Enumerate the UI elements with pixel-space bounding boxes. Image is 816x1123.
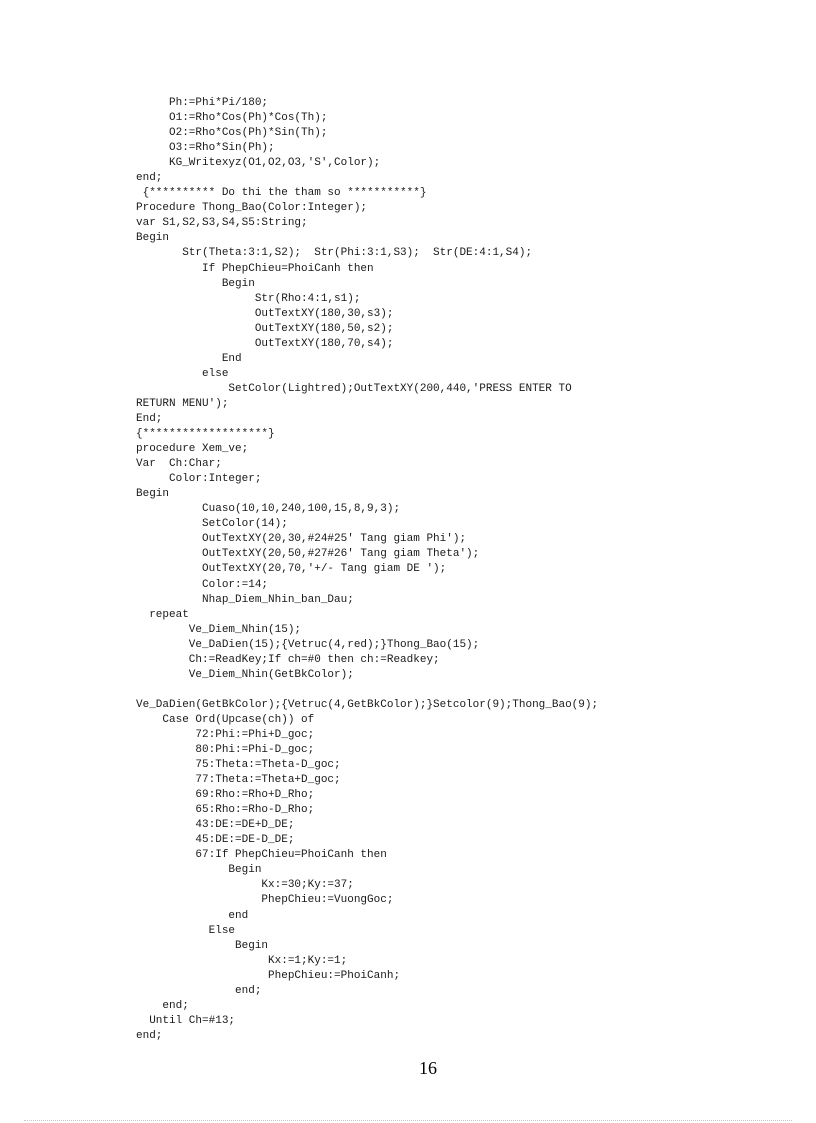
code-line: End (136, 352, 242, 365)
code-line: O2:=Rho*Cos(Ph)*Sin(Th); (136, 127, 328, 140)
code-line: Until Ch=#13; (136, 1014, 236, 1027)
code-line: 75:Theta:=Theta-D_goc; (136, 759, 341, 772)
code-line: Kx:=1;Ky:=1; (136, 954, 348, 967)
code-line: else (136, 367, 229, 380)
code-line: repeat (136, 608, 189, 621)
code-line: 45:DE:=DE-D_DE; (136, 834, 295, 847)
code-line: Procedure Thong_Bao(Color:Integer); (136, 202, 368, 215)
page-number: 16 (419, 1058, 437, 1078)
code-line: O1:=Rho*Cos(Ph)*Cos(Th); (136, 112, 328, 125)
footer-divider (24, 1120, 792, 1121)
code-line: OutTextXY(20,50,#27#26' Tang giam Theta'); (136, 548, 480, 561)
code-line: PhepChieu:=VuongGoc; (136, 894, 394, 907)
code-line: RETURN MENU'); (136, 397, 229, 410)
code-line: Nhap_Diem_Nhin_ban_Dau; (136, 593, 354, 606)
code-line: Ve_DaDien(15);{Vetruc(4,red);}Thong_Bao(15); (136, 638, 480, 651)
code-line: Ve_Diem_Nhin(GetBkColor); (136, 668, 354, 681)
code-line: Str(Rho:4:1,s1); (136, 292, 361, 305)
code-line: OutTextXY(20,30,#24#25' Tang giam Phi'); (136, 533, 467, 546)
code-line: Begin (136, 277, 255, 290)
code-line: {*******************} (136, 428, 275, 441)
code-line: end; (136, 1029, 163, 1042)
code-line: var S1,S2,S3,S4,S5:String; (136, 217, 308, 230)
code-line: 65:Rho:=Rho-D_Rho; (136, 804, 315, 817)
code-line: end; (136, 999, 189, 1012)
code-line: Var Ch:Char; (136, 458, 222, 471)
code-line: Case Ord(Upcase(ch)) of (136, 713, 315, 726)
code-line: OutTextXY(20,70,'+/- Tang giam DE '); (136, 563, 447, 576)
code-line: 80:Phi:=Phi-D_goc; (136, 744, 315, 757)
code-line: Begin (136, 864, 262, 877)
code-line: End; (136, 412, 163, 425)
code-line: 67:If PhepChieu=PhoiCanh then (136, 849, 387, 862)
code-block (136, 96, 776, 1044)
code-line: Begin (136, 488, 170, 501)
code-line: OutTextXY(180,70,s4); (136, 337, 394, 350)
code-line: 77:Theta:=Theta+D_goc; (136, 774, 341, 787)
code-line: PhepChieu:=PhoiCanh; (136, 969, 401, 982)
code-line: Else (136, 924, 236, 937)
code-line: Begin (136, 939, 269, 952)
code-line: OutTextXY(180,50,s2); (136, 322, 394, 335)
code-line: Ve_Diem_Nhin(15); (136, 623, 302, 636)
code-line: KG_Writexyz(O1,O2,O3,'S',Color); (136, 157, 381, 170)
code-line: Cuaso(10,10,240,100,15,8,9,3); (136, 503, 401, 516)
code-line: Ph:=Phi*Pi/180; (136, 97, 269, 109)
code-line: procedure Xem_ve; (136, 443, 249, 456)
code-line: Color:=14; (136, 578, 269, 591)
code-line: O3:=Rho*Sin(Ph); (136, 142, 275, 155)
code-line: Kx:=30;Ky:=37; (136, 879, 354, 892)
code-line: end (136, 909, 249, 922)
code-line: Str(Theta:3:1,S2); Str(Phi:3:1,S3); Str(DE:4:1,S4); (136, 247, 533, 260)
code-line: SetColor(Lightred);OutTextXY(200,440,'PRESS ENTER TO (136, 382, 572, 395)
code-line: 69:Rho:=Rho+D_Rho; (136, 789, 315, 802)
code-line: end; (136, 984, 262, 997)
code-line: {********** Do thi the tham so ***********} (136, 187, 427, 200)
code-line: SetColor(14); (136, 518, 288, 531)
code-line: end; (136, 172, 163, 185)
code-line (136, 683, 776, 698)
code-line: Color:Integer; (136, 473, 262, 486)
code-line: If PhepChieu=PhoiCanh then (136, 262, 374, 275)
code-line: Ch:=ReadKey;If ch=#0 then ch:=Readkey; (136, 653, 440, 666)
code-line: OutTextXY(180,30,s3); (136, 307, 394, 320)
code-line: 43:DE:=DE+D_DE; (136, 819, 295, 832)
code-line: 72:Phi:=Phi+D_goc; (136, 728, 315, 741)
code-line: Ve_DaDien(GetBkColor);{Vetruc(4,GetBkColor);}Setcolor(9);Thong_Bao(9); (136, 698, 599, 711)
code-line: Begin (136, 232, 170, 245)
